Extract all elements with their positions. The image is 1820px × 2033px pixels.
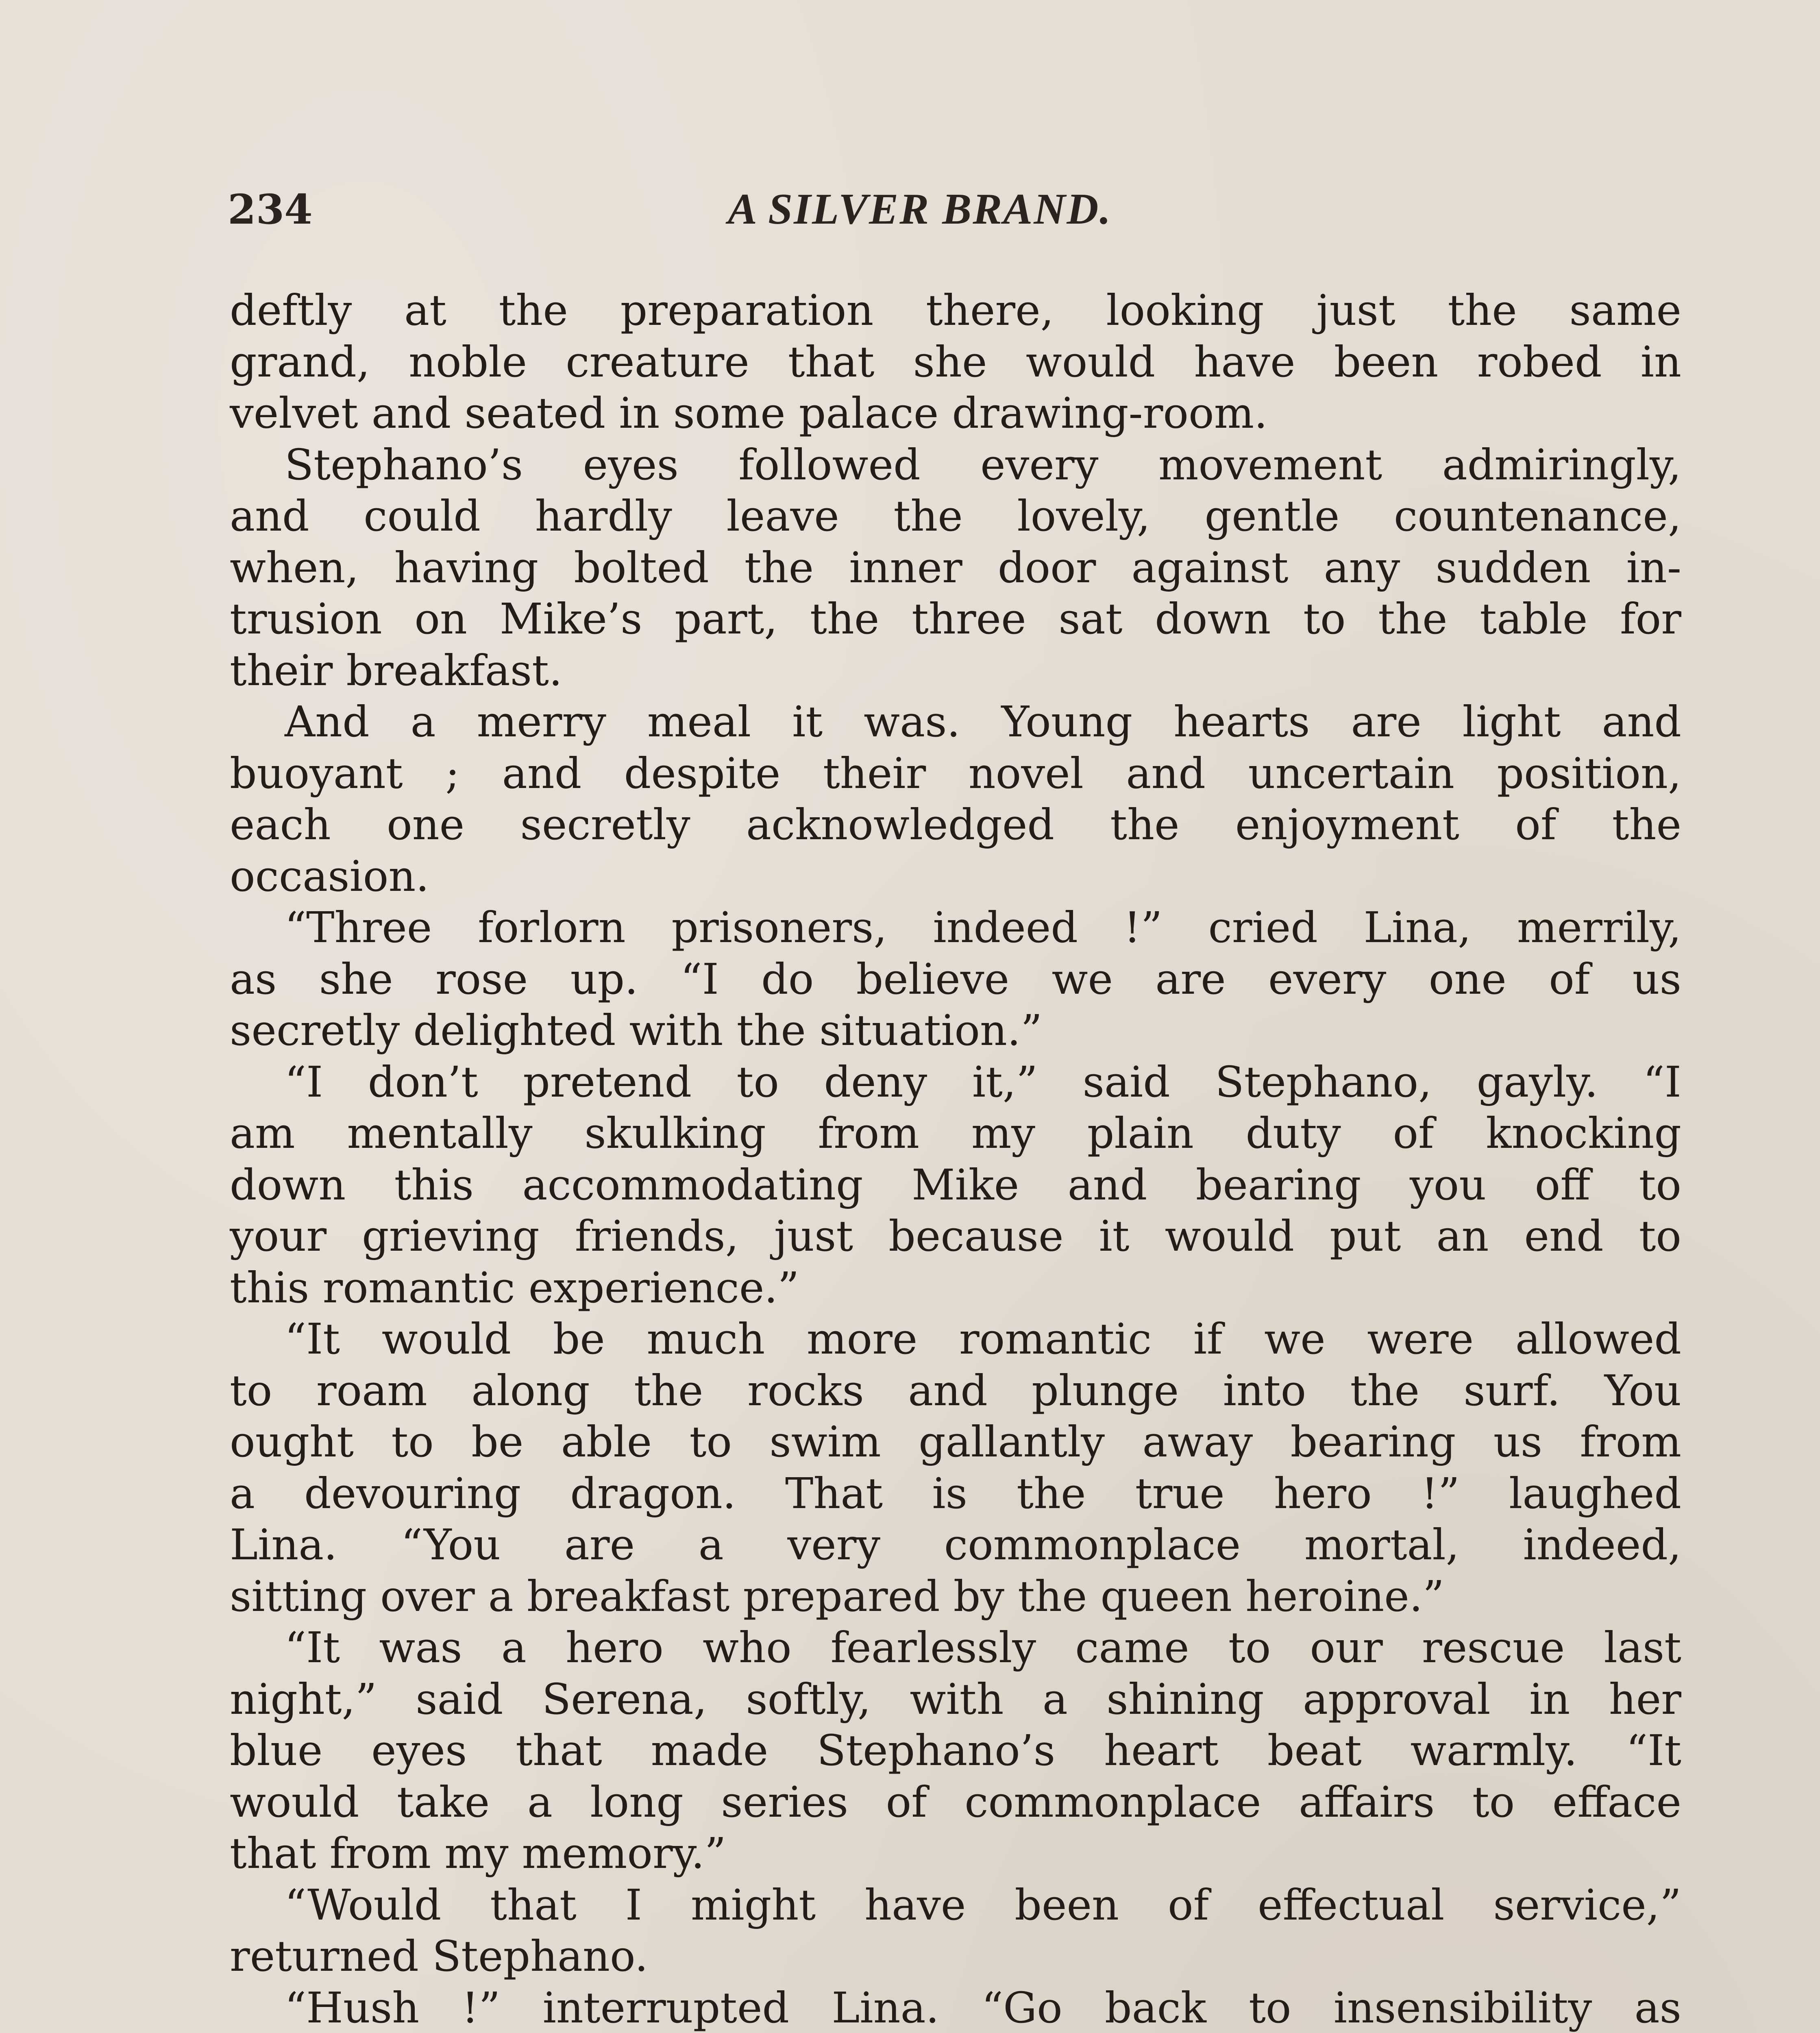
- text-line: their breakfast.: [230, 645, 562, 695]
- text-line: secretly delighted with the situation.”: [230, 1006, 1043, 1055]
- text-line: “I don’t pretend to deny it,” said Stephano, gayly. “I: [285, 1057, 1681, 1107]
- text-line: trusion on Mike’s part, the three sat down to the table for: [230, 594, 1681, 644]
- text-line: ought to be able to swim gallantly away bearing us from: [230, 1417, 1681, 1467]
- text-line: “It was a hero who fearlessly came to our rescue last: [285, 1623, 1681, 1672]
- text-line: “Hush !” interrupted Lina. “Go back to insensibility as: [285, 1983, 1681, 2033]
- text-line: as she rose up. “I do believe we are every one of us: [230, 954, 1681, 1004]
- text-line: and could hardly leave the lovely, gentle countenance,: [230, 491, 1681, 541]
- text-line: am mentally skulking from my plain duty of knocking: [230, 1108, 1681, 1158]
- text-line: a devouring dragon. That is the true hero !” laughed: [230, 1468, 1681, 1518]
- text-line: to roam along the rocks and plunge into the surf. You: [230, 1365, 1681, 1415]
- text-line: blue eyes that made Stephano’s heart beat warmly. “It: [230, 1726, 1681, 1775]
- page-number: 234: [228, 185, 313, 233]
- text-line: And a merry meal it was. Young hearts are light and: [285, 697, 1681, 747]
- text-line: each one secretly acknowledged the enjoyment of the: [230, 800, 1681, 849]
- text-line: velvet and seated in some palace drawing-room.: [230, 388, 1268, 438]
- text-line: down this accommodating Mike and bearing you off to: [230, 1160, 1681, 1210]
- text-line: “It would be much more romantic if we were allowed: [285, 1314, 1681, 1364]
- text-line: sitting over a breakfast prepared by the queen heroine.”: [230, 1571, 1445, 1621]
- body-text: [230, 285, 1681, 2033]
- text-line: deftly at the preparation there, looking just the same: [230, 285, 1681, 335]
- book-title: A SILVER BRAND.: [728, 185, 1112, 233]
- text-line: “Three forlorn prisoners, indeed !” cried Lina, merrily,: [285, 903, 1681, 952]
- text-line: when, having bolted the inner door against any sudden in-: [230, 542, 1681, 592]
- text-line: would take a long series of commonplace affairs to efface: [230, 1777, 1681, 1827]
- text-line: night,” said Serena, softly, with a shining approval in her: [230, 1674, 1681, 1724]
- text-line: grand, noble creature that she would have been robed in: [230, 337, 1681, 387]
- text-line: Lina. “You are a very commonplace mortal, indeed,: [230, 1520, 1681, 1569]
- text-line: Stephano’s eyes followed every movement admiringly,: [285, 440, 1681, 490]
- text-line: this romantic experience.”: [230, 1262, 799, 1313]
- text-line: your grieving friends, just because it would put an end to: [230, 1211, 1681, 1261]
- running-head: [228, 181, 1683, 238]
- text-line: “Would that I might have been of effectual service,”: [285, 1880, 1681, 1930]
- text-line: buoyant ; and despite their novel and uncertain position,: [230, 748, 1681, 798]
- text-line: that from my memory.”: [230, 1828, 726, 1878]
- text-line: occasion.: [230, 851, 429, 901]
- text-line: returned Stephano.: [230, 1931, 648, 1981]
